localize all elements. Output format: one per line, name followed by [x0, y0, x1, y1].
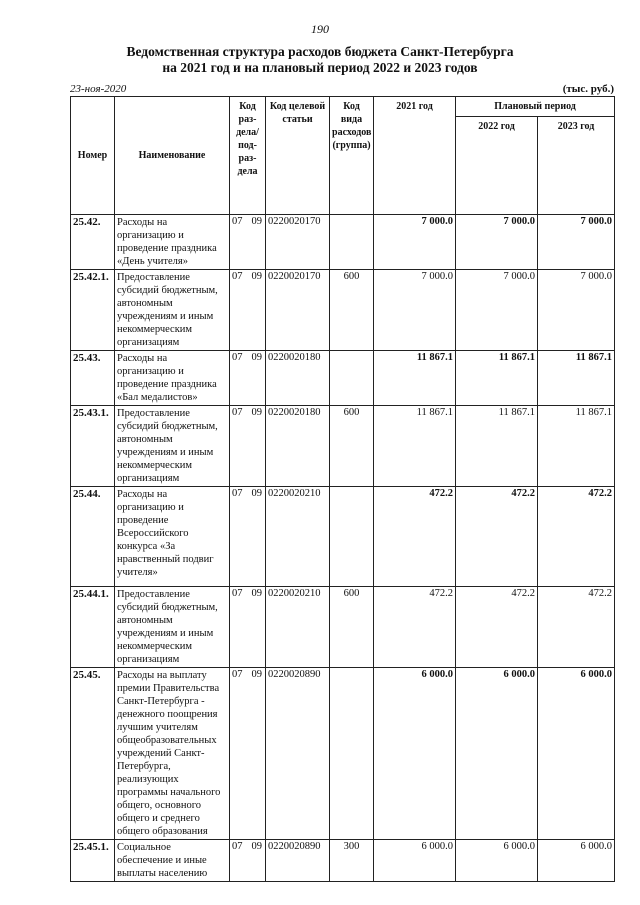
row-section: 07: [230, 215, 250, 270]
budget-table: [70, 96, 615, 882]
row-number: 25.42.: [71, 215, 115, 270]
table-row: [71, 270, 615, 351]
row-section: 07: [230, 840, 250, 882]
row-subsection: 09: [250, 270, 266, 351]
row-subsection: 09: [250, 840, 266, 882]
row-name: Расходы на выплату премии Правительства Санкт-Петербурга - денежного поощрения лучшим учителям общеобразовательных учреждений Санкт-Петербурга, реализующих программы начального общего, основного общего и среднего общего образования: [115, 668, 230, 840]
units-label: (тыс. руб.): [562, 83, 614, 95]
header-section-code: Код раз-дела/ под-раз-дела: [230, 97, 266, 215]
header-number: Номер: [71, 97, 115, 215]
row-expense-type: [330, 668, 374, 840]
row-amount-2021: 472.2: [374, 487, 456, 587]
row-section: 07: [230, 668, 250, 840]
row-number: 25.44.1.: [71, 587, 115, 668]
row-expense-type: 300: [330, 840, 374, 882]
table-row: [71, 215, 615, 270]
row-amount-2023: 11 867.1: [538, 406, 615, 487]
title-line-1: Ведомственная структура расходов бюджета Санкт-Петербурга: [126, 44, 514, 59]
row-amount-2021: 472.2: [374, 587, 456, 668]
row-amount-2022: 472.2: [456, 487, 538, 587]
document-title: [0, 44, 640, 76]
row-target-code: 0220020180: [266, 406, 330, 487]
row-name: Предоставление субсидий бюджетным, автономным учреждениям и иным некоммерческим организациям: [115, 587, 230, 668]
row-amount-2021: 11 867.1: [374, 351, 456, 406]
header-2022: 2022 год: [456, 117, 538, 215]
row-target-code: 0220020210: [266, 487, 330, 587]
row-amount-2021: 11 867.1: [374, 406, 456, 487]
row-name: Предоставление субсидий бюджетным, автономным учреждениям и иным некоммерческим организациям: [115, 270, 230, 351]
header-2023: 2023 год: [538, 117, 615, 215]
row-subsection: 09: [250, 487, 266, 587]
row-name: Предоставление субсидий бюджетным, автономным учреждениям и иным некоммерческим организациям: [115, 406, 230, 487]
row-target-code: 0220020210: [266, 587, 330, 668]
document-date: 23-ноя-2020: [70, 83, 127, 95]
row-target-code: 0220020170: [266, 215, 330, 270]
row-subsection: 09: [250, 215, 266, 270]
row-number: 25.44.: [71, 487, 115, 587]
row-subsection: 09: [250, 587, 266, 668]
row-number: 25.42.1.: [71, 270, 115, 351]
row-expense-type: 600: [330, 406, 374, 487]
row-expense-type: 600: [330, 587, 374, 668]
row-amount-2021: 7 000.0: [374, 215, 456, 270]
row-expense-type: [330, 487, 374, 587]
row-amount-2021: 6 000.0: [374, 840, 456, 882]
row-section: 07: [230, 487, 250, 587]
row-number: 25.45.: [71, 668, 115, 840]
row-name: Социальное обеспечение и иные выплаты населению: [115, 840, 230, 882]
row-amount-2023: 11 867.1: [538, 351, 615, 406]
row-amount-2022: 7 000.0: [456, 215, 538, 270]
row-section: 07: [230, 587, 250, 668]
row-target-code: 0220020170: [266, 270, 330, 351]
row-name: Расходы на организацию и проведение праздника «Бал медалистов»: [115, 351, 230, 406]
row-number: 25.43.: [71, 351, 115, 406]
row-expense-type: 600: [330, 270, 374, 351]
header-planned-period: Плановый период: [456, 97, 615, 117]
table-row: [71, 351, 615, 406]
row-amount-2023: 6 000.0: [538, 840, 615, 882]
row-target-code: 0220020890: [266, 840, 330, 882]
row-expense-type: [330, 351, 374, 406]
row-amount-2023: 472.2: [538, 587, 615, 668]
table-row: [71, 840, 615, 882]
row-amount-2022: 11 867.1: [456, 406, 538, 487]
table-row: [71, 406, 615, 487]
page-number: 190: [311, 22, 329, 36]
row-amount-2022: 11 867.1: [456, 351, 538, 406]
row-amount-2022: 7 000.0: [456, 270, 538, 351]
row-target-code: 0220020890: [266, 668, 330, 840]
row-amount-2023: 472.2: [538, 487, 615, 587]
row-amount-2022: 472.2: [456, 587, 538, 668]
row-number: 25.45.1.: [71, 840, 115, 882]
title-line-2: на 2021 год и на плановый период 2022 и 2023 годов: [162, 60, 478, 75]
header-expense-type-code: Код вида расходов (группа): [330, 97, 374, 215]
header-target-code: Код целевой статьи: [266, 97, 330, 215]
row-name: Расходы на организацию и проведение Всероссийского конкурса «За нравственный подвиг учителя»: [115, 487, 230, 587]
row-subsection: 09: [250, 406, 266, 487]
row-amount-2021: 6 000.0: [374, 668, 456, 840]
row-amount-2022: 6 000.0: [456, 840, 538, 882]
row-subsection: 09: [250, 668, 266, 840]
row-expense-type: [330, 215, 374, 270]
row-amount-2023: 6 000.0: [538, 668, 615, 840]
row-section: 07: [230, 406, 250, 487]
row-amount-2021: 7 000.0: [374, 270, 456, 351]
row-subsection: 09: [250, 351, 266, 406]
table-row: [71, 487, 615, 587]
row-name: Расходы на организацию и проведение праздника «День учителя»: [115, 215, 230, 270]
row-amount-2023: 7 000.0: [538, 270, 615, 351]
row-section: 07: [230, 351, 250, 406]
table-row: [71, 587, 615, 668]
table-header: [71, 97, 615, 215]
row-number: 25.43.1.: [71, 406, 115, 487]
row-target-code: 0220020180: [266, 351, 330, 406]
row-amount-2022: 6 000.0: [456, 668, 538, 840]
table-row: [71, 668, 615, 840]
row-amount-2023: 7 000.0: [538, 215, 615, 270]
row-section: 07: [230, 270, 250, 351]
table-body: [71, 215, 615, 882]
header-name: Наименование: [115, 97, 230, 215]
header-2021: 2021 год: [374, 97, 456, 215]
